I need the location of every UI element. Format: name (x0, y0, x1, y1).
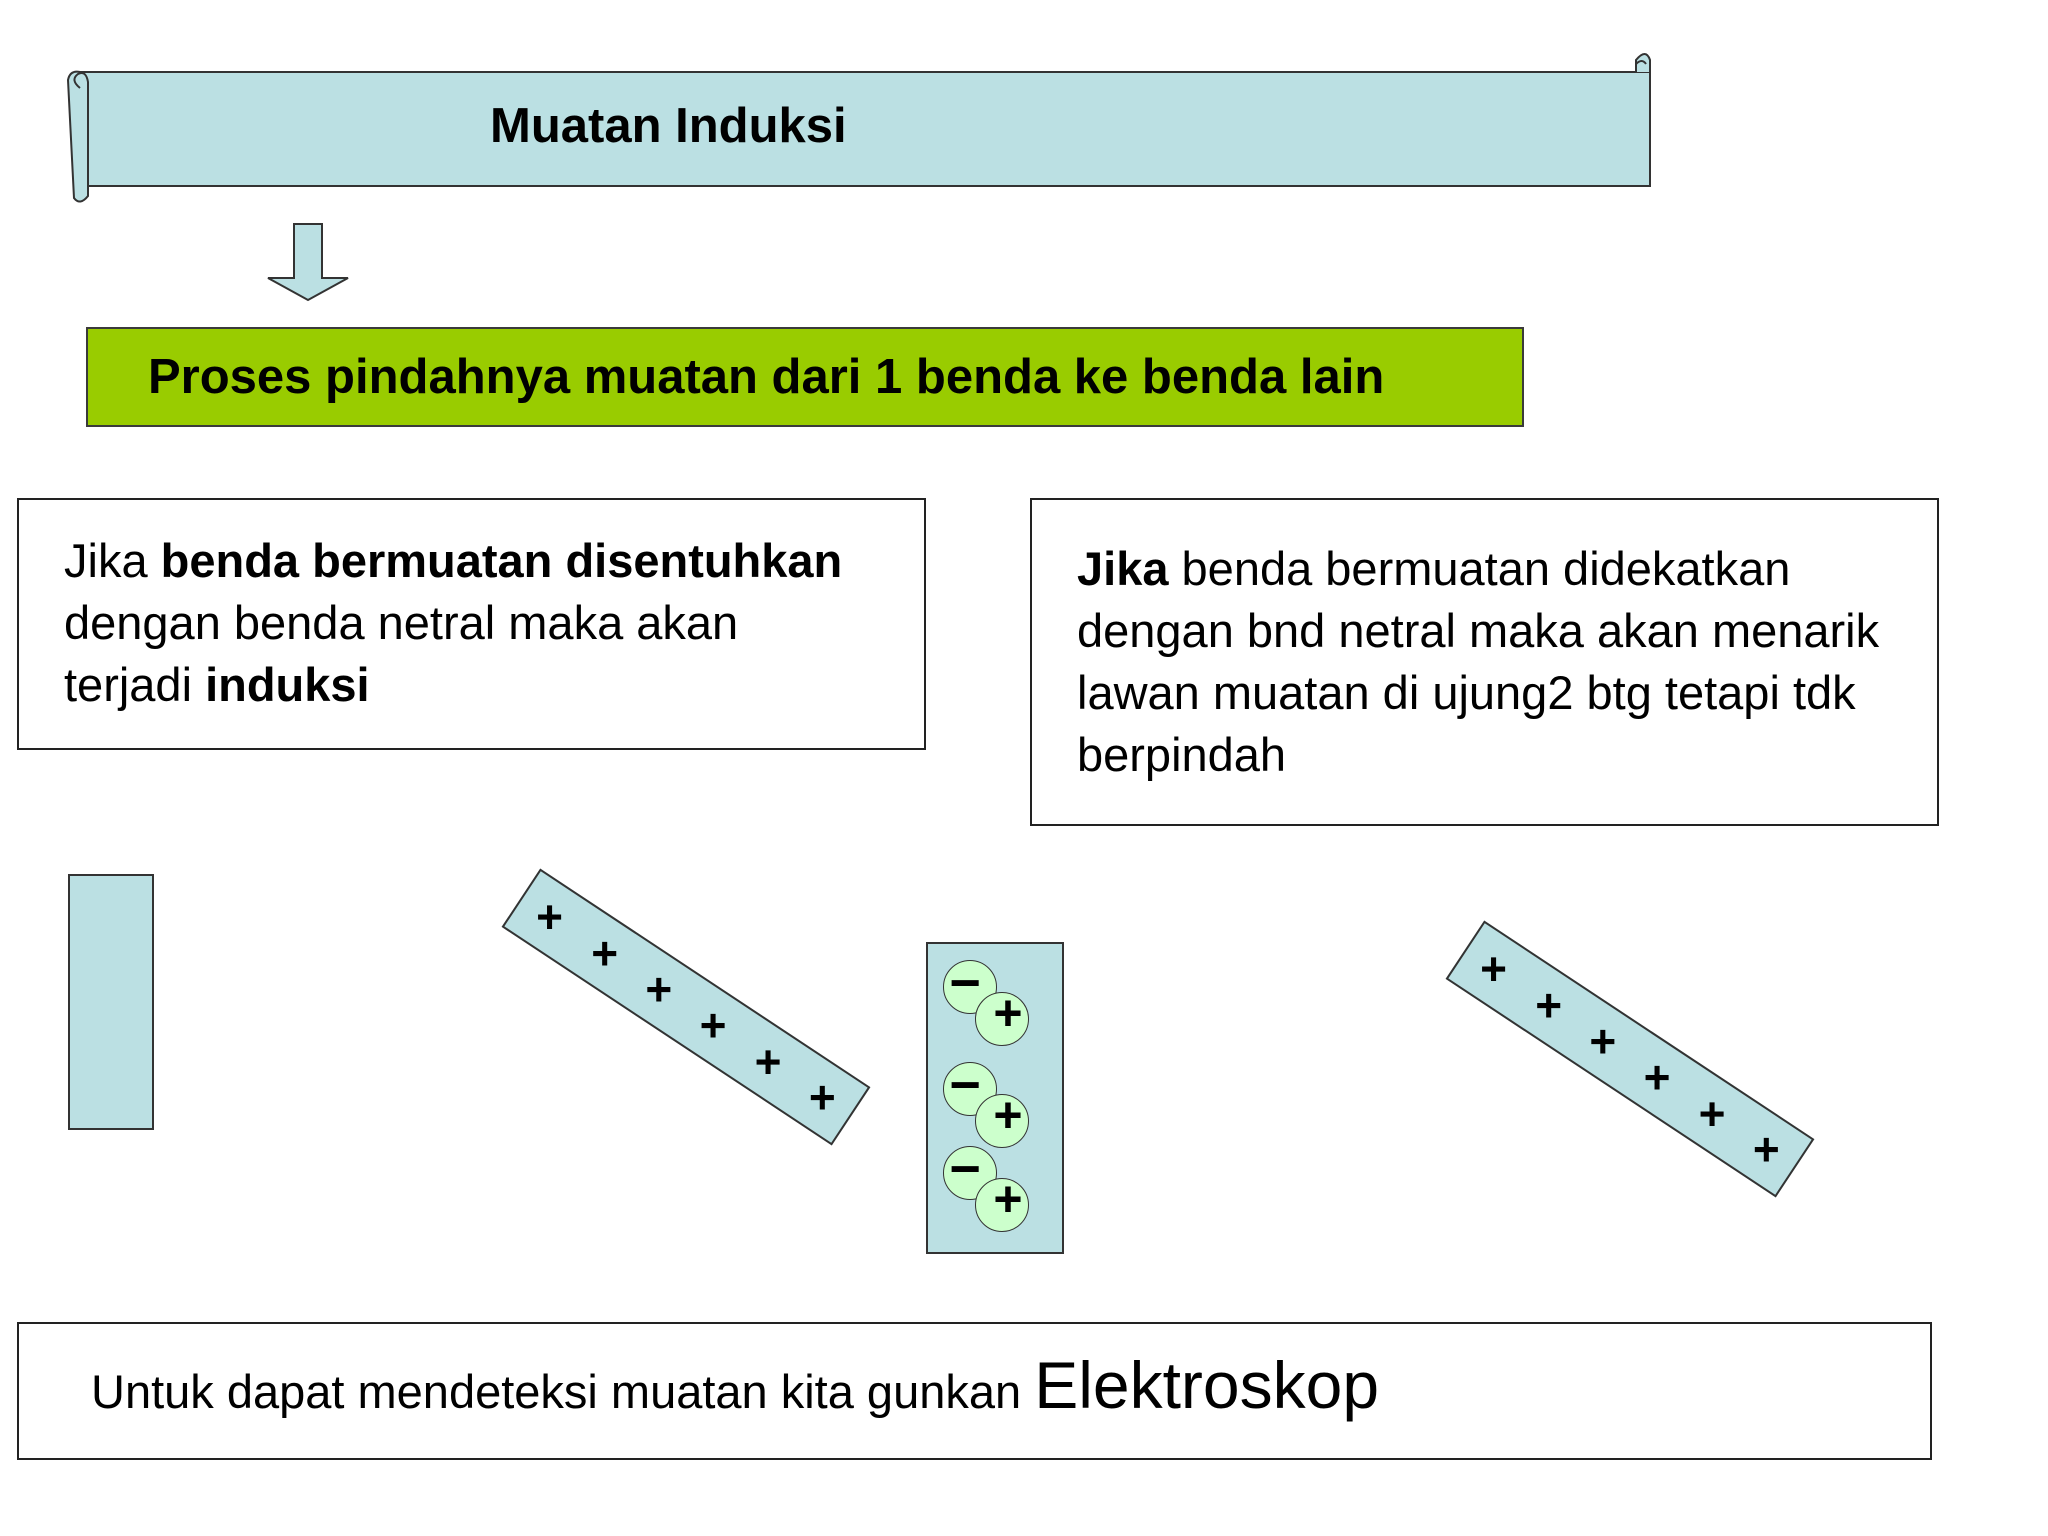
plus-charge: + (1643, 1051, 1671, 1104)
neutral-rod (68, 874, 154, 1130)
plus-charge: + (1752, 1123, 1780, 1176)
left-line-2: dengan benda netral maka akan (64, 596, 739, 649)
plus-charge: + (754, 1035, 782, 1088)
plus-sign: + (993, 1171, 1023, 1227)
charged-rod-left (502, 869, 871, 1146)
plus-charge: + (1534, 978, 1562, 1031)
electroscope-word: Elektroskop (1034, 1348, 1380, 1422)
plus-charge: + (1698, 1087, 1726, 1140)
charged-rod-right (1446, 921, 1815, 1198)
down-arrow-icon (268, 222, 348, 304)
rod-charges (504, 871, 867, 1142)
plus-charge: + (1480, 942, 1508, 995)
plus-sign: + (993, 985, 1023, 1041)
plus-charge: + (536, 890, 564, 943)
definition-box (86, 327, 1524, 427)
right-line-4: berpindah (1077, 728, 1287, 781)
rod-charges (1448, 923, 1811, 1194)
electroscope-text: Untuk dapat mendeteksi muatan kita gunkan Elektroskop (91, 1348, 1380, 1422)
right-line-2: dengan bnd netral maka akan menarik (1077, 604, 1880, 657)
plus-sign: + (993, 1087, 1023, 1143)
scroll-body (68, 72, 1650, 202)
definition-text: Proses pindahnya muatan dari 1 benda ke benda lain (148, 350, 1385, 404)
banner-title: Muatan Induksi (490, 99, 847, 153)
minus-sign: − (949, 953, 981, 1013)
left-line-3: terjadi induksi (64, 658, 370, 711)
scroll-right-curl (1636, 54, 1650, 72)
plus-charge: + (1589, 1014, 1617, 1067)
plus-charge: + (645, 962, 673, 1015)
plus-charge: + (590, 926, 618, 979)
right-line-1: Jika benda bermuatan didekatkan (1077, 542, 1791, 595)
right-line-3: lawan muatan di ujung2 btg tetapi tdk (1077, 666, 1856, 719)
approach-induction-box (1030, 498, 1939, 826)
electroscope-box (17, 1322, 1932, 1460)
minus-sign: − (949, 1055, 981, 1115)
left-line-1: Jika benda bermuatan disentuhkan (64, 534, 843, 587)
plus-charge: + (808, 1071, 836, 1124)
scroll-banner (0, 0, 1700, 220)
touch-induction-box (17, 498, 926, 750)
plus-charge: + (699, 999, 727, 1052)
minus-sign: − (949, 1139, 981, 1199)
